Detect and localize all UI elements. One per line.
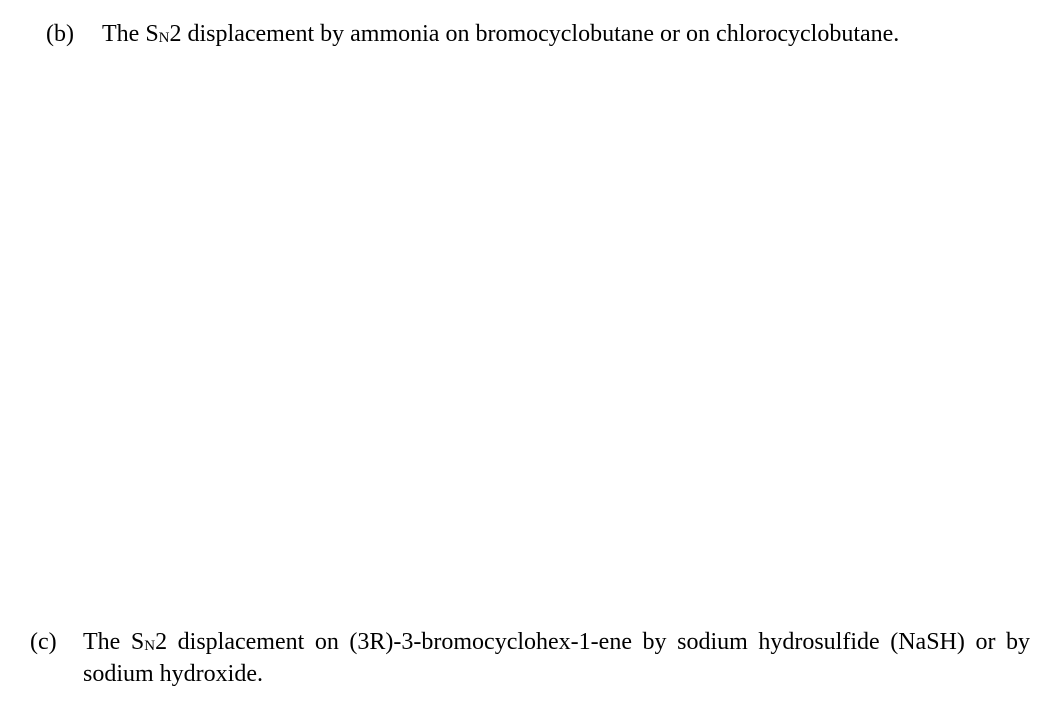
question-label: (c) xyxy=(30,629,57,655)
question-text xyxy=(83,628,1030,688)
sn-symbol: S xyxy=(145,21,159,47)
question-b xyxy=(46,20,1026,52)
question-body: displacement on (3R)-3-bromocyclohex-1-ene by sodium hydrosulfide (NaSH) or by sodium hydroxide. xyxy=(83,629,1030,687)
sn-subscript: N xyxy=(144,638,156,654)
sn-symbol: S xyxy=(130,629,145,655)
question-prefix: The xyxy=(83,629,131,655)
question-label: (b) xyxy=(46,21,74,47)
question-body: displacement by ammonia on bromocyclobutane or on chlorocyclobutane. xyxy=(181,21,900,47)
question-prefix: The xyxy=(102,21,146,47)
question-c xyxy=(30,628,1030,688)
sn-order: 2 xyxy=(169,21,182,47)
sn-subscript: N xyxy=(158,30,170,46)
sn-order: 2 xyxy=(155,629,168,655)
question-text xyxy=(102,20,1026,52)
